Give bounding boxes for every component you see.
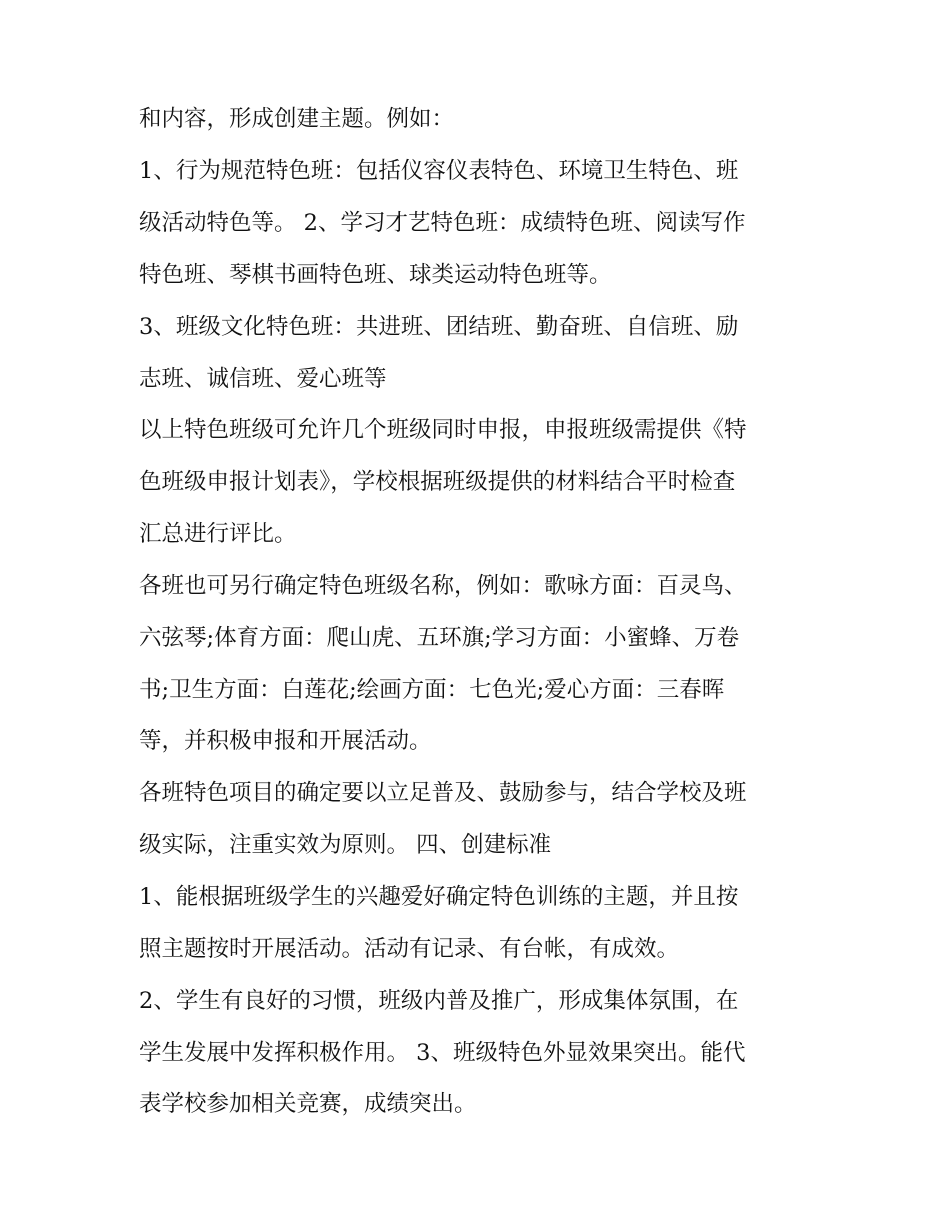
text-line: 各班特色项目的确定要以立足普及、鼓励参与，结合学校及班 <box>139 780 747 806</box>
text-line: 色班级申报计划表》，学校根据班级提供的材料结合平时检查 <box>139 469 736 495</box>
text-line: 各班也可另行确定特色班级名称，例如：歌咏方面：百灵鸟、 <box>139 573 747 599</box>
text-line: 照主题按时开展活动。活动有记录、有台帐，有成效。 <box>139 936 680 962</box>
text-line: 特色班、琴棋书画特色班、球类运动特色班等。 <box>139 262 612 288</box>
text-line: 级实际，注重实效为原则。 四、创建标准 <box>139 832 552 858</box>
text-line: 学生发展中发挥积极作用。 3、班级特色外显效果突出。能代 <box>139 1040 746 1066</box>
text-line: 志班、诚信班、爱心班等 <box>139 366 387 392</box>
text-line: 以上特色班级可允许几个班级同时申报，申报班级需提供《特 <box>139 417 747 443</box>
text-line: 表学校参加相关竞赛，成绩突出。 <box>139 1091 477 1117</box>
text-line: 等，并积极申报和开展活动。 <box>139 728 432 754</box>
text-line: 级活动特色等。 2、学习才艺特色班：成绩特色班、阅读写作 <box>139 210 746 236</box>
text-line: 1、能根据班级学生的兴趣爱好确定特色训练的主题，并且按 <box>139 884 739 910</box>
text-line: 3、班级文化特色班：共进班、团结班、勤奋班、自信班、励 <box>139 314 739 340</box>
text-line: 六弦琴;体育方面：爬山虎、五环旗;学习方面：小蜜蜂、万卷 <box>139 625 740 651</box>
text-line: 汇总进行评比。 <box>139 521 297 547</box>
text-line: 书;卫生方面：白莲花;绘画方面：七色光;爱心方面：三春晖 <box>139 677 725 703</box>
text-line: 和内容，形成创建主题。例如： <box>139 106 455 132</box>
text-line: 2、学生有良好的习惯，班级内普及推广，形成集体氛围，在 <box>139 988 739 1014</box>
text-line: 1、行为规范特色班：包括仪容仪表特色、环境卫生特色、班 <box>139 158 739 184</box>
